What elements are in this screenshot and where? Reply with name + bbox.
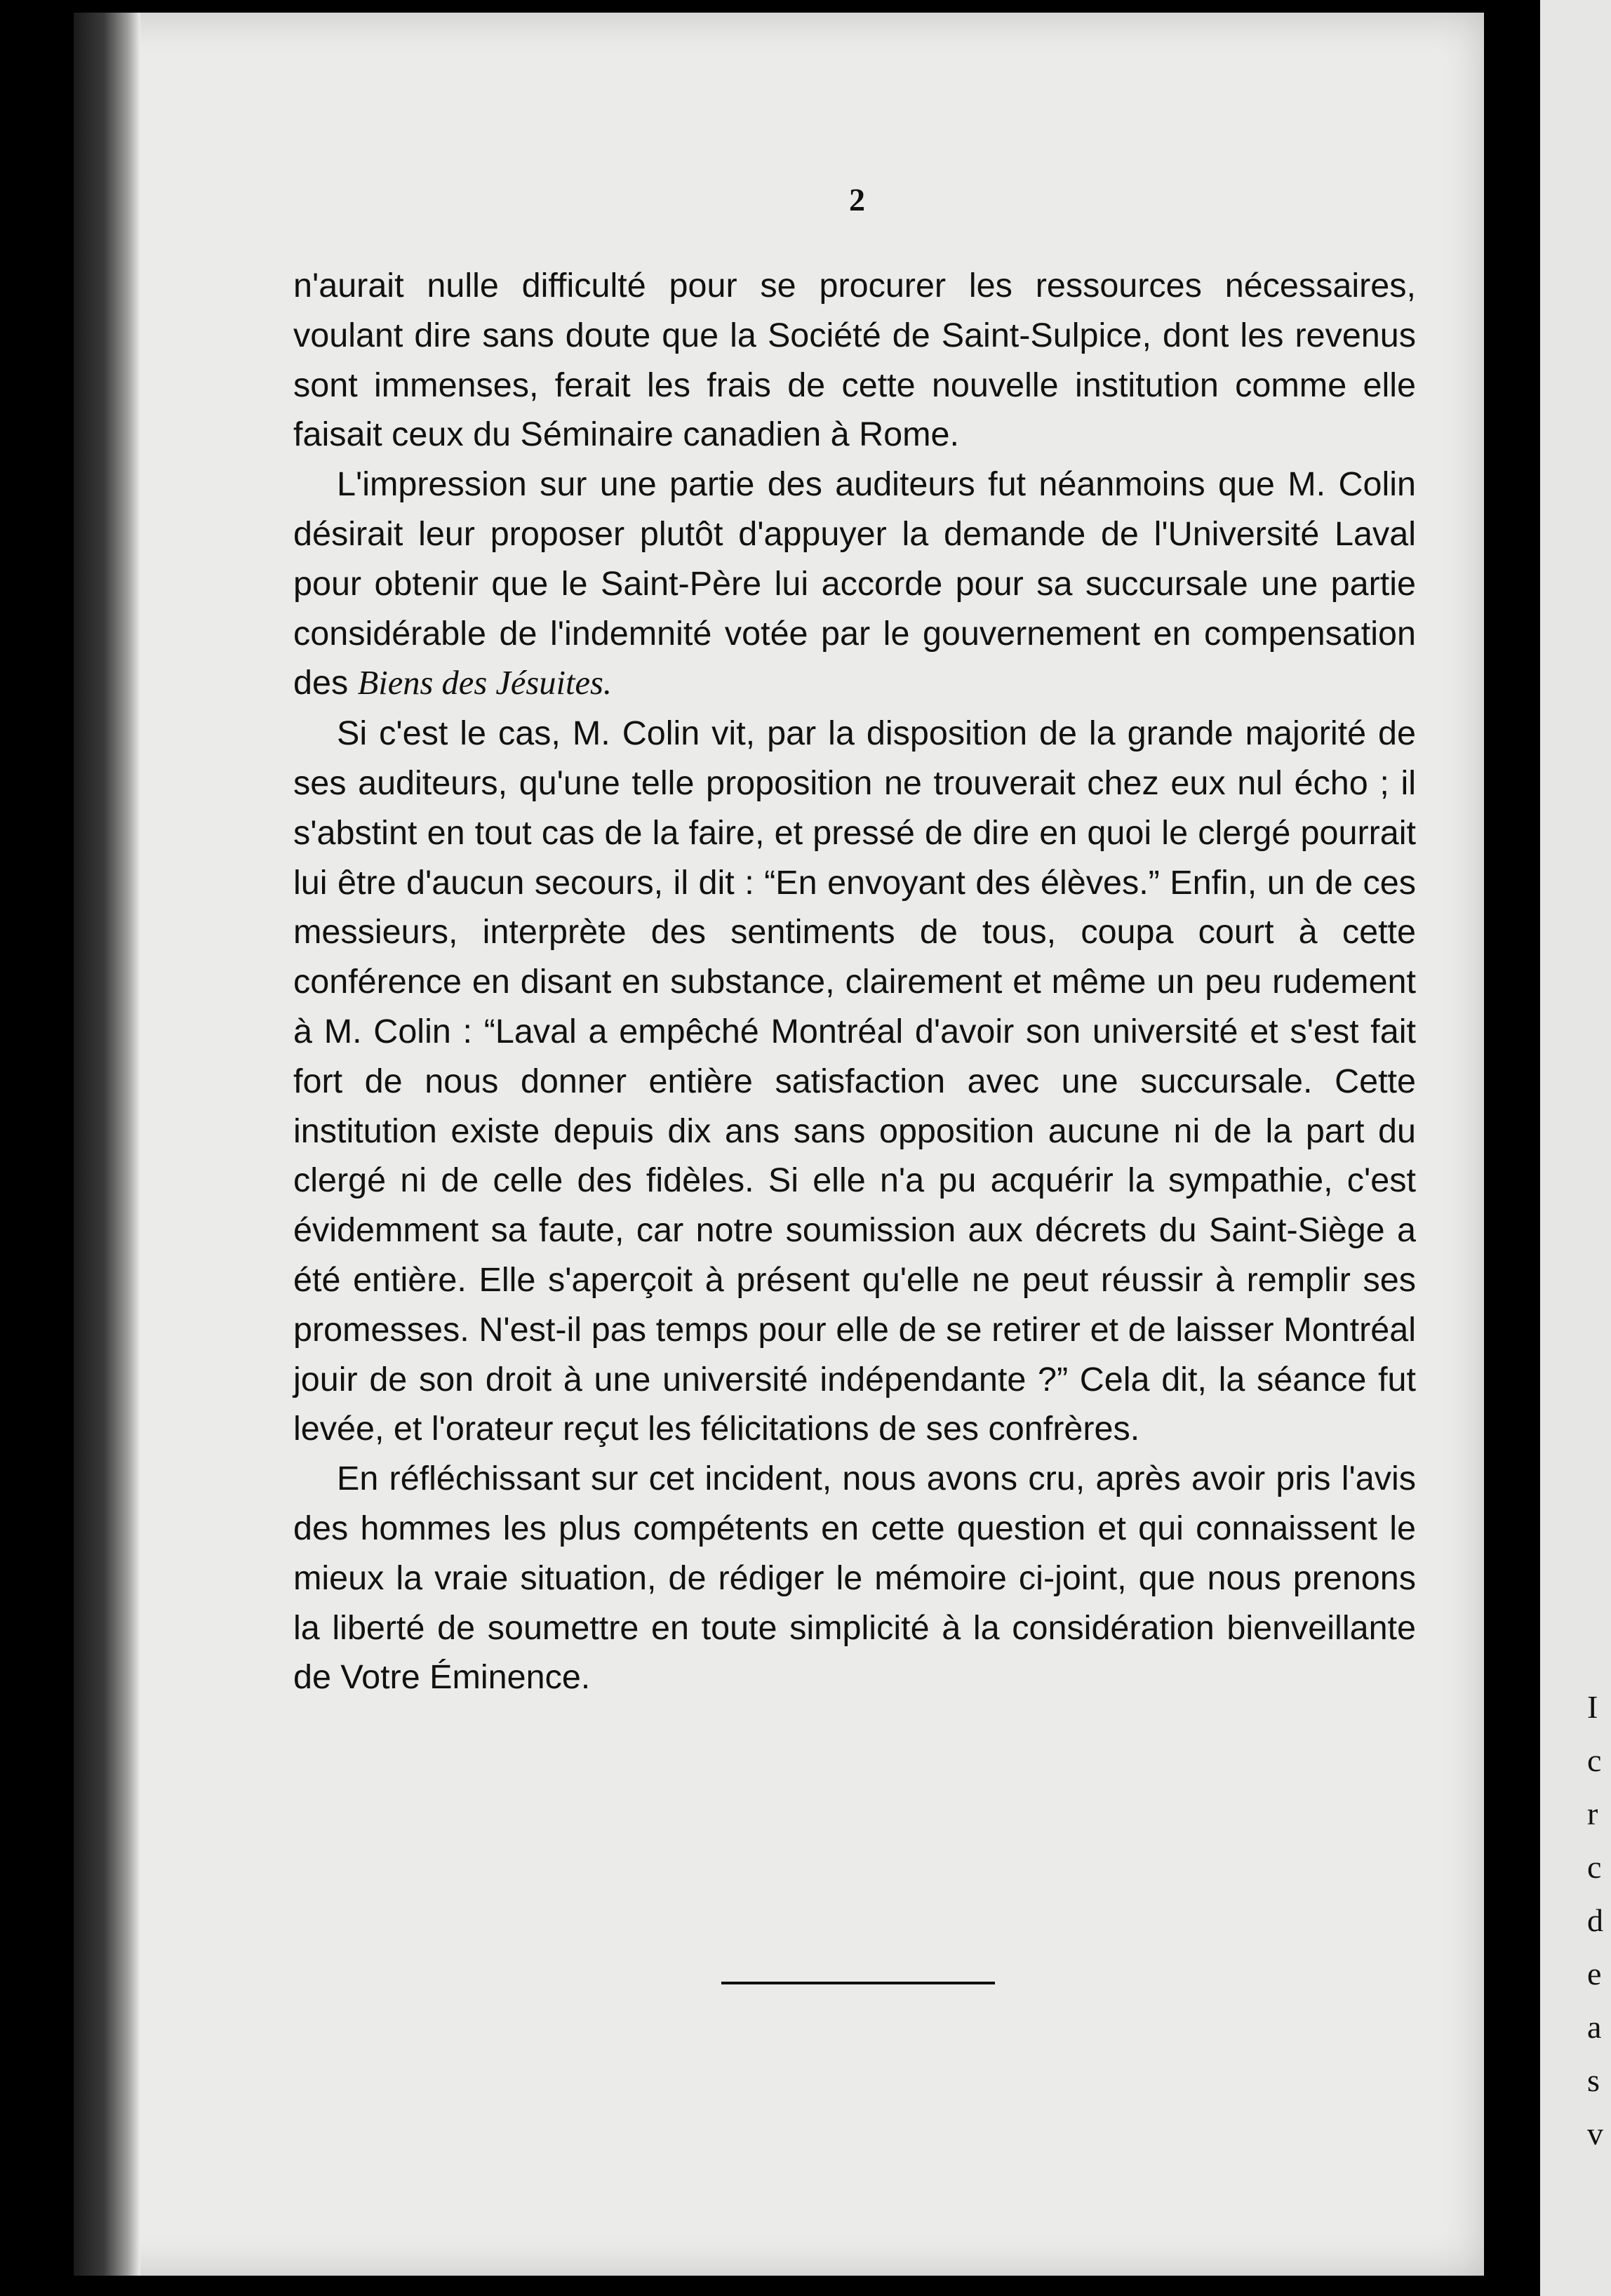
page-gutter [1502, 0, 1540, 2296]
paragraph-text: n'aurait nulle difficulté pour se procurer les ressources nécessaires, voulant dire sans doute que la Société de Saint-Sulpice, dont les revenus sont immenses, ferait les frais de cette nouvelle institution comme elle faisait ceux du Séminaire canadien à Rome. [293, 267, 1416, 454]
paragraph-text: Si c'est le cas, M. Colin vit, par la disposition de la grande majorité de ses auditeurs, qu'une telle proposition ne trouverait chez eux nul écho ; il s'abstint en tout cas de la faire, et pressé de dire en quoi le clergé pourrait lui être d'aucun secours, il dit : “En envoyant des élèves.” Enfin, un de ces messieurs, interprète des sentiments de tous, coupa court à cette conférence en disant en substance, clairement et même un peu rudement à M. Colin : “Laval a empêché Montréal d'avoir son université et s'est fait fort de nous donner entière satisfaction avec une succursale. Cette institution existe depuis dix ans sans opposition aucune ni de la part du clergé ni de celle des fidèles. Si elle n'a pu acquérir la sympathie, c'est évidemment sa faute, car notre soumission aux décrets du Saint-Siège a été entière. Elle s'aperçoit à présent qu'elle ne peut réussir à remplir ses promesses. N'est-il pas temps pour elle de se retirer et de laisser Montréal jouir de son droit à une université indépendante ?” Cela dit, la séance fut levée, et l'orateur reçut les félicitations de ses confrères. [293, 714, 1416, 1448]
paragraph-en-reflechissant [293, 1454, 1416, 1702]
adjacent-letter: a [1587, 2009, 1602, 2045]
adjacent-letter: s [1587, 2062, 1600, 2098]
adjacent-letter: I [1587, 1689, 1598, 1725]
paragraph-impression [293, 460, 1416, 709]
paragraph-si-cest [293, 709, 1416, 1454]
adjacent-letter: r [1587, 1796, 1598, 1831]
body-text [293, 261, 1416, 1702]
page-number: 2 [849, 182, 865, 218]
adjacent-letter: c [1587, 1849, 1602, 1885]
paragraph-text: En réfléchissant sur cet incident, nous avons cru, après avoir pris l'avis des hommes les plus compétents en cette question et qui connaissent le mieux la vraie situation, de rédiger le mémoire ci-joint, que nous prenons la liberté de soumettre en toute simplicité à la considération bienveillante de Votre Éminence. [293, 1460, 1416, 1697]
adjacent-letter: v [1587, 2116, 1603, 2151]
adjacent-letter: c [1587, 1742, 1602, 1778]
paragraph-continuation [293, 261, 1416, 460]
adjacent-letter: d [1587, 1902, 1603, 1938]
paragraph-text: L'impression sur une partie des auditeurs fut néanmoins que M. Colin désirait leur proposer plutôt d'appuyer la demande de l'Université Laval pour obtenir que le Saint-Père lui accorde pour sa succursale une partie considérable de l'indemnité votée par le gouvernement en compensation des [293, 465, 1416, 702]
italic-reference: Biens des Jésuites. [357, 665, 612, 702]
adjacent-page-text [1587, 1681, 1611, 2161]
adjacent-letter: e [1587, 1956, 1602, 1991]
closing-rule [721, 1982, 995, 1984]
page-binding-shadow [74, 13, 140, 2276]
